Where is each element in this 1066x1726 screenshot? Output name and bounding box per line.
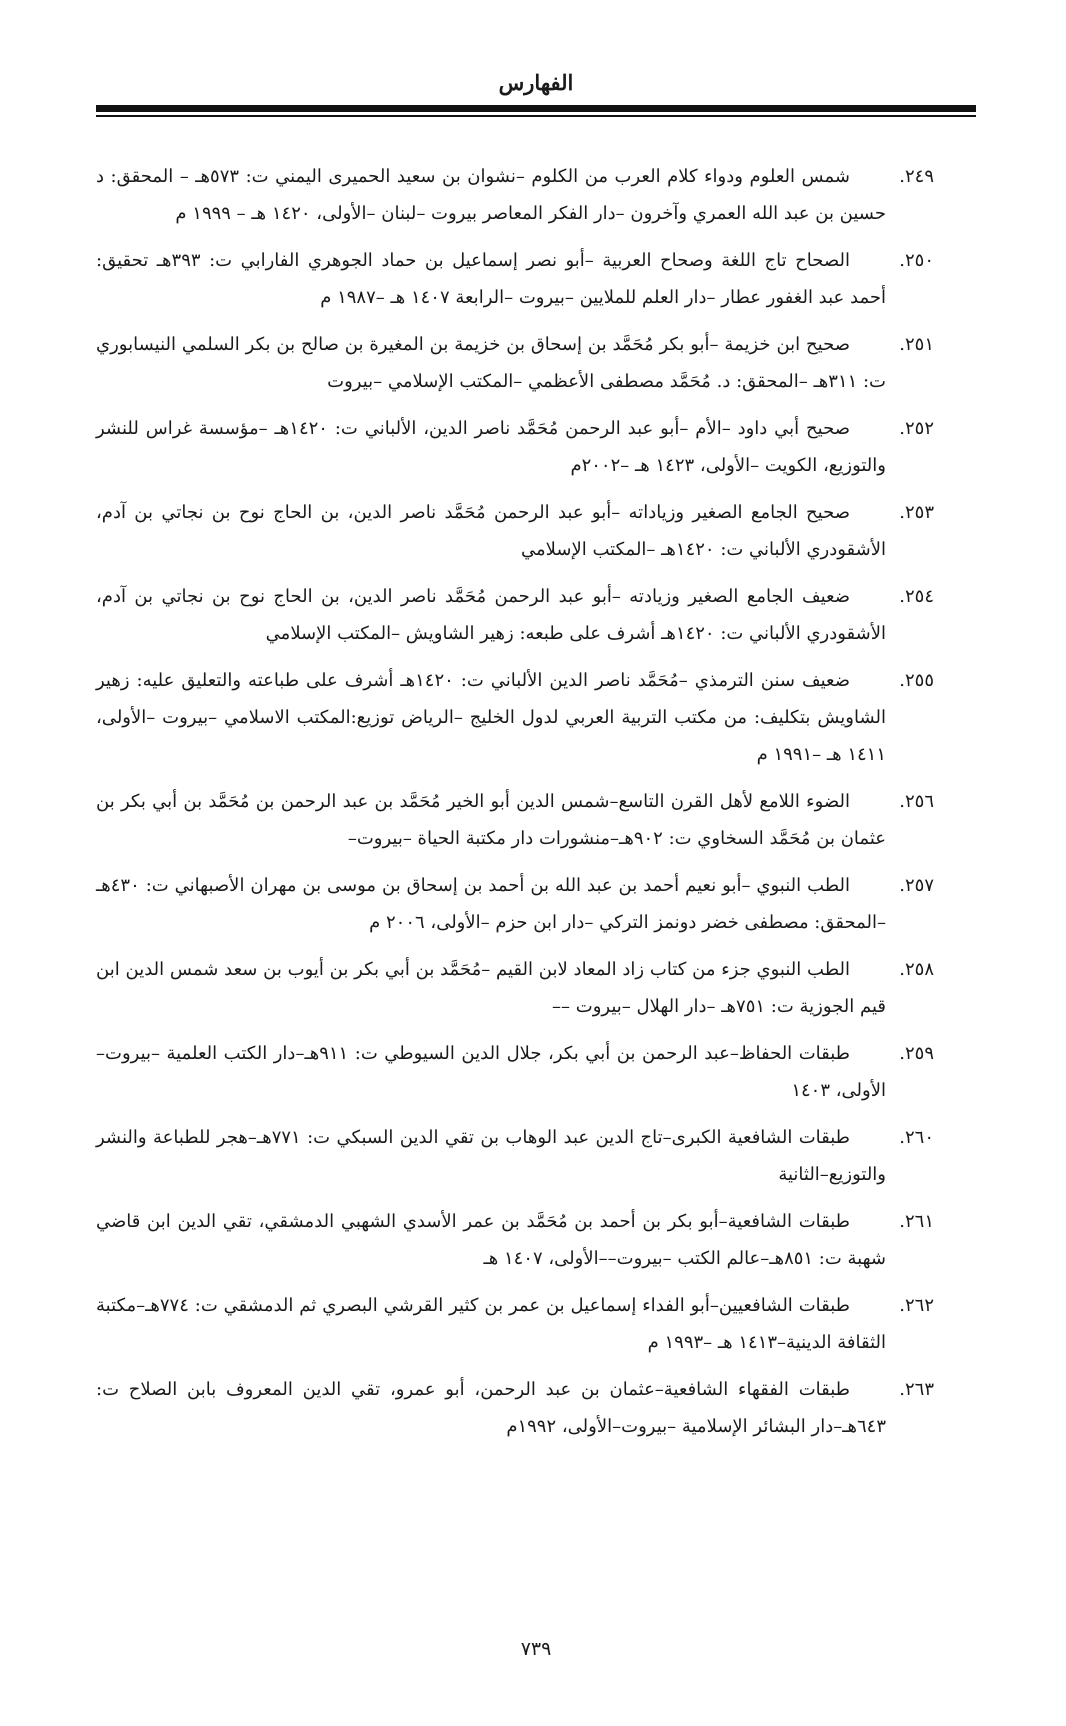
- bibliography-entry: [96, 494, 934, 568]
- bibliography-entry: [96, 410, 934, 484]
- running-header: الفهارس: [498, 70, 574, 95]
- entry-text: صحيح ابن خزيمة –أبو بكر مُحَمَّد بن إسحاق بن خزيمة بن المغيرة بن صالح بن بكر السلمي النيسابوري ت: ٣١١هـ –المحقق: د. مُحَمَّد مصطفى الأعظمي –المكتب الإسلامي –بيروت: [96, 334, 886, 392]
- bibliography-entry: [96, 867, 934, 941]
- bibliography-list: [96, 158, 934, 1455]
- bibliography-entry: [96, 1371, 934, 1445]
- entry-text: الضوء اللامع لأهل القرن التاسع–شمس الدين أبو الخير مُحَمَّد بن عبد الرحمن بن مُحَمَّد بن أبي بكر بن عثمان بن مُحَمَّد السخاوي ت: ٩٠٢هـ–منشورات دار مكتبة الحياة –بيروت–: [96, 791, 886, 849]
- entry-number: ٢٥٢.: [899, 418, 934, 439]
- entry-text: الطب النبوي –أبو نعيم أحمد بن عبد الله بن أحمد بن إسحاق بن موسى بن مهران الأصبهاني ت: ٤٣٠هـ –المحقق: مصطفى خضر دونمز التركي –دار ابن حزم –الأولى، ٢٠٠٦ م: [96, 875, 886, 933]
- entry-text: الطب النبوي جزء من كتاب زاد المعاد لابن القيم –مُحَمَّد بن أبي بكر بن أيوب بن سعد شمس الدين ابن قيم الجوزية ت: ٧٥١هـ –دار الهلال –بيروت ––: [96, 959, 886, 1017]
- bibliography-entry: [96, 1035, 934, 1109]
- bibliography-entry: [96, 158, 934, 232]
- entry-number: ٢٥٣.: [899, 502, 934, 523]
- bibliography-entry: [96, 1287, 934, 1361]
- entry-text: صحيح الجامع الصغير وزياداته –أبو عبد الرحمن مُحَمَّد ناصر الدين، بن الحاج نوح بن نجاتي بن آدم، الأشقودري الألباني ت: ١٤٢٠هـ –المكتب الإسلامي: [96, 502, 886, 560]
- bibliography-entry: [96, 578, 934, 652]
- bibliography-entry: [96, 1203, 934, 1277]
- entry-text: طبقات الشافعية الكبرى–تاج الدين عبد الوهاب بن تقي الدين السبكي ت: ٧٧١هـ–هجر للطباعة والنشر والتوزيع–الثانية: [96, 1127, 886, 1185]
- entry-number: ٢٤٩.: [899, 166, 934, 187]
- bibliography-entry: [96, 951, 934, 1025]
- header-rule-thin: [96, 115, 976, 117]
- entry-text: طبقات الشافعية–أبو بكر بن أحمد بن مُحَمَّد بن عمر الأسدي الشهبي الدمشقي، تقي الدين ابن قاضي شهبة ت: ٨٥١هـ–عالم الكتب –بيروت––الأولى، ١٤٠٧ هـ: [96, 1211, 886, 1269]
- bibliography-entry: [96, 326, 934, 400]
- entry-number: ٢٦٠.: [899, 1127, 934, 1148]
- entry-number: ٢٦١.: [899, 1211, 934, 1232]
- entry-text: طبقات الحفاظ–عبد الرحمن بن أبي بكر، جلال الدين السيوطي ت: ٩١١هـ–دار الكتب العلمية –بيروت–الأولى، ١٤٠٣: [96, 1043, 886, 1101]
- entry-text: شمس العلوم ودواء كلام العرب من الكلوم –نشوان بن سعيد الحميرى اليمني ت: ٥٧٣هـ – المحقق: د حسين بن عبد الله العمري وآخرون –دار الفكر المعاصر بيروت –لبنان –الأولى، ١٤٢٠ هـ – ١٩٩٩ م: [96, 166, 886, 224]
- entry-number: ٢٥١.: [899, 334, 934, 355]
- bibliography-entry: [96, 662, 934, 773]
- bibliography-entry: [96, 1119, 934, 1193]
- entry-number: ٢٦٢.: [899, 1295, 934, 1316]
- entry-text: طبقات الشافعيين–أبو الفداء إسماعيل بن عمر بن كثير القرشي البصري ثم الدمشقي ت: ٧٧٤هـ–مكتبة الثقافة الدينية–١٤١٣ هـ –١٩٩٣ م: [96, 1295, 886, 1353]
- entry-number: ٢٥٧.: [899, 875, 934, 896]
- bibliography-entry: [96, 242, 934, 316]
- entry-text: الصحاح تاج اللغة وصحاح العربية –أبو نصر إسماعيل بن حماد الجوهري الفارابي ت: ٣٩٣هـ تحقيق: أحمد عبد الغفور عطار –دار العلم للملايين –بيروت –الرابعة ١٤٠٧ هـ –١٩٨٧ م: [96, 250, 886, 308]
- entry-text: ضعيف الجامع الصغير وزيادته –أبو عبد الرحمن مُحَمَّد ناصر الدين، بن الحاج نوح بن نجاتي بن آدم، الأشقودري الألباني ت: ١٤٢٠هـ أشرف على طبعه: زهير الشاويش –المكتب الإسلامي: [96, 586, 886, 644]
- page-number: ٧٣٩: [520, 1638, 552, 1660]
- entry-text: ضعيف سنن الترمذي –مُحَمَّد ناصر الدين الألباني ت: ١٤٢٠هـ أشرف على طباعته والتعليق عليه: زهير الشاويش بتكليف: من مكتب التربية العربي لدول الخليج –الرياض توزيع:المكتب الاسلامي –بيروت –الأولى، ١٤١١ هـ –١٩٩١ م: [96, 670, 886, 765]
- entry-number: ٢٥٤.: [899, 586, 934, 607]
- bibliography-entry: [96, 783, 934, 857]
- header-rule-thick: [96, 105, 976, 112]
- entry-number: ٢٥٠.: [899, 250, 934, 271]
- entry-number: ٢٥٩.: [899, 1043, 934, 1064]
- entry-number: ٢٦٣.: [899, 1379, 934, 1400]
- entry-text: صحيح أبي داود –الأم –أبو عبد الرحمن مُحَمَّد ناصر الدين، الألباني ت: ١٤٢٠هـ –مؤسسة غراس للنشر والتوزيع، الكويت –الأولى، ١٤٢٣ هـ –٢٠٠٢م: [96, 418, 886, 476]
- entry-text: طبقات الفقهاء الشافعية–عثمان بن عبد الرحمن، أبو عمرو، تقي الدين المعروف بابن الصلاح ت: ٦٤٣هـ–دار البشائر الإسلامية –بيروت–الأولى، ١٩٩٢م: [96, 1379, 886, 1437]
- entry-number: ٢٥٥.: [899, 670, 934, 691]
- entry-number: ٢٥٦.: [899, 791, 934, 812]
- entry-number: ٢٥٨.: [899, 959, 934, 980]
